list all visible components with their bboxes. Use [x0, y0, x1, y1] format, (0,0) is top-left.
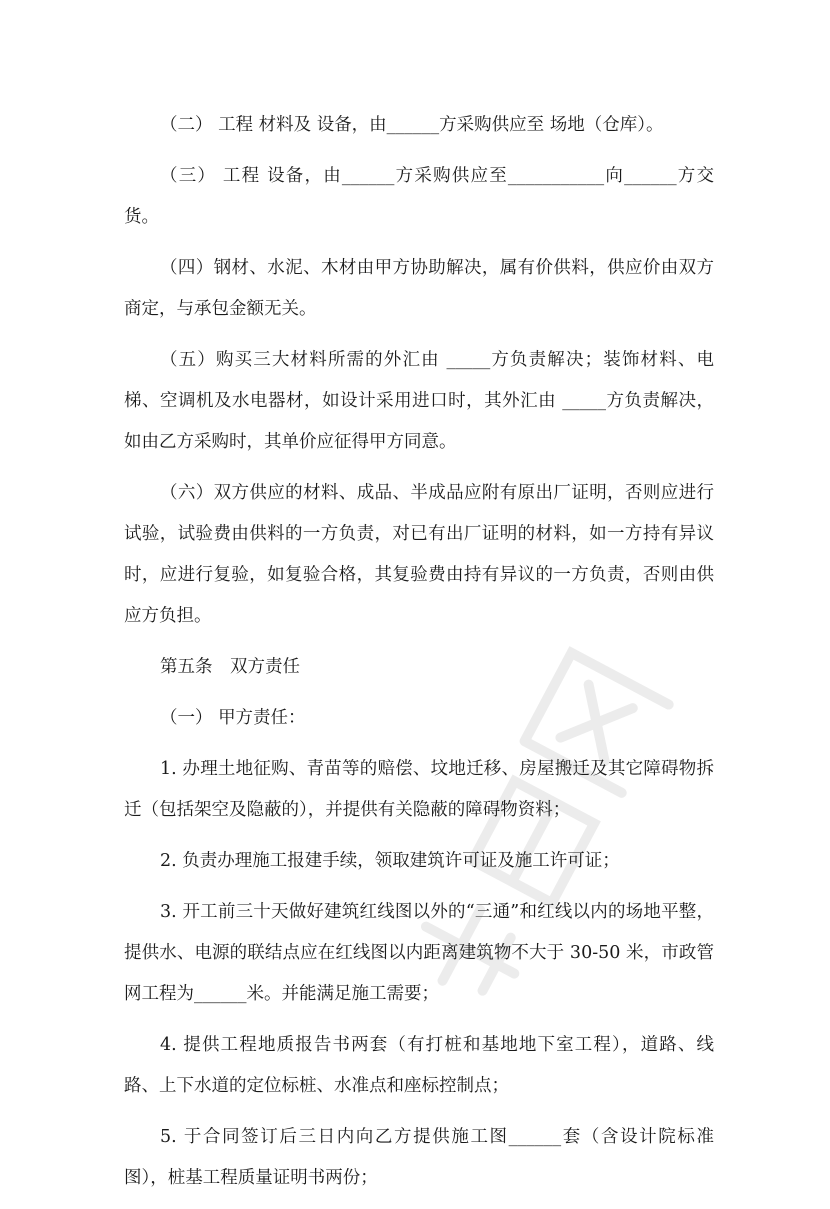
- document-body: [124, 105, 714, 1209]
- list-item-3: 3. 开工前三十天做好建筑红线图以外的“三通”和红线以内的场地平整，提供水、电源的联结点应在红线图以内距离建筑物不大于 30-50 米，市政管网工程为______米。并能满足施工需要；: [124, 902, 714, 1004]
- article-heading: 第五条 双方责任: [160, 657, 300, 677]
- paragraph-materials-4: （四）钢材、水泥、木材由甲方协助解决，属有价供料，供应价由双方商定，与承包金额无关。: [124, 258, 714, 319]
- paragraph-materials-5: （五）购买三大材料所需的外汇由 _____方负责解决；装饰材料、电梯、空调机及水电器材，如设计采用进口时，其外汇由 _____方负责解决，如由乙方采购时，其单价应征得甲方同意。: [124, 350, 714, 452]
- paragraph-materials-6: （六）双方供应的材料、成品、半成品应附有原出厂证明，否则应进行试验，试验费由供料的一方负责，对已有出厂证明的材料，如一方持有异议时，应进行复验，如复验合格，其复验费由持有异议的一方负责，否则由供应方负担。: [124, 483, 714, 626]
- list-item-1: 1. 办理土地征购、青苗等的赔偿、坟地迁移、房屋搬迁及其它障碍物拆迁（包括架空及隐蔽的），并提供有关隐蔽的障碍物资料；: [124, 759, 714, 820]
- list-item-5: 5. 于合同签订后三日内向乙方提供施工图______套（含设计院标准图），桩基工程质量证明书两份；: [124, 1127, 714, 1188]
- list-item-2: 2. 负责办理施工报建手续，领取建筑许可证及施工许可证；: [160, 851, 620, 871]
- section-heading-party-a: （一） 甲方责任：: [160, 708, 306, 728]
- list-item-4: 4. 提供工程地质报告书两套（有打桩和基地地下室工程），道路、线路、上下水道的定位标桩、水准点和座标控制点；: [124, 1035, 714, 1096]
- paragraph-materials-2: （二） 工程 材料及 设备，由______方采购供应至 场地（仓库）。: [160, 115, 664, 135]
- paragraph-materials-3: （三） 工程 设备，由______方采购供应至___________向______方交货。: [124, 166, 714, 227]
